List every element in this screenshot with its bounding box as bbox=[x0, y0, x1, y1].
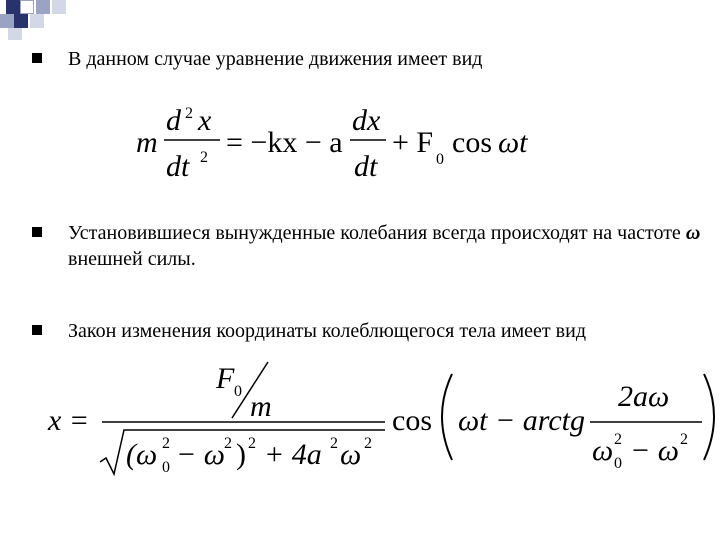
deco-square bbox=[0, 14, 14, 28]
eq2-sup2a: 2 bbox=[162, 435, 170, 452]
deco-square bbox=[8, 28, 22, 40]
eq2-sup2d: 2 bbox=[330, 435, 338, 452]
eq2-big-paren-right bbox=[704, 374, 714, 460]
equation-coordinate-law bbox=[40, 350, 720, 485]
eq2-plus4a: + 4a bbox=[264, 438, 322, 471]
omega-symbol: ω bbox=[685, 222, 701, 244]
eq1-cos: cos bbox=[452, 126, 492, 159]
eq1-d2: d bbox=[166, 104, 181, 137]
eq2-sup2b: 2 bbox=[224, 435, 232, 452]
eq2-two-a-omega: 2aω bbox=[618, 380, 670, 413]
bullet-marker bbox=[32, 53, 42, 63]
eq1-m: m bbox=[136, 126, 158, 159]
bullet-item bbox=[32, 318, 708, 344]
bullet-item bbox=[32, 220, 708, 272]
eq1-middle: = −kx − a bbox=[226, 126, 343, 159]
bullet-text-part: Установившиеся вынужденные колебания всегда происходят на частоте bbox=[68, 222, 686, 244]
deco-square bbox=[52, 0, 66, 14]
eq2-paren-open: (ω bbox=[126, 438, 158, 471]
eq1-dt2: dt bbox=[354, 150, 378, 183]
eq1-dx: dx bbox=[352, 104, 381, 137]
deco-square bbox=[36, 0, 50, 14]
eq2-sup2e: 2 bbox=[364, 435, 372, 452]
deco-square bbox=[6, 0, 20, 14]
eq2-sup2f: 2 bbox=[614, 431, 622, 448]
eq1-x: x bbox=[198, 104, 212, 137]
bullet-marker bbox=[32, 227, 42, 237]
eq2-m: m bbox=[250, 390, 272, 423]
bullet-marker bbox=[32, 325, 42, 335]
eq2-F-sub0: 0 bbox=[234, 383, 242, 400]
eq2-omega2: ω bbox=[340, 438, 362, 471]
eq2-minus-omega: − ω bbox=[176, 438, 225, 471]
eq1-plusF: + F bbox=[392, 126, 434, 159]
deco-square bbox=[30, 14, 44, 28]
eq2-sub0a: 0 bbox=[162, 459, 170, 476]
eq2-den-minus: − ω bbox=[630, 434, 679, 467]
bullet-text bbox=[68, 220, 708, 272]
deco-square bbox=[20, 0, 34, 14]
bullet-item bbox=[32, 46, 708, 72]
eq1-dt: dt bbox=[166, 150, 190, 183]
bullet-text-part: внешней силы. bbox=[68, 248, 196, 270]
eq1-dt-sup: 2 bbox=[200, 149, 208, 166]
eq2-sup2c: 2 bbox=[248, 435, 256, 452]
eq1-sup2: 2 bbox=[185, 105, 193, 122]
equation-motion bbox=[130, 100, 550, 195]
eq2-den-omega: ω bbox=[592, 434, 614, 467]
decorative-squares bbox=[0, 0, 80, 40]
eq2-paren-close: ) bbox=[236, 438, 246, 471]
eq2-x-eq: x = bbox=[48, 404, 90, 437]
eq1-sub0: 0 bbox=[436, 151, 444, 168]
eq2-F: F bbox=[216, 362, 235, 395]
bullet-text: В данном случае уравнение движения имеет вид bbox=[68, 48, 483, 70]
eq1-omega-t: ωt bbox=[498, 126, 528, 159]
eq2-sup2g: 2 bbox=[680, 431, 688, 448]
eq2-omega-t-arctg: ωt − arctg bbox=[458, 404, 585, 437]
eq2-sub0b: 0 bbox=[614, 455, 622, 472]
deco-square bbox=[14, 14, 28, 28]
bullet-text: Закон изменения координаты колеблющегося тела имеет вид bbox=[68, 320, 586, 342]
eq2-big-paren-left bbox=[442, 374, 452, 460]
eq2-cos: cos bbox=[392, 404, 432, 437]
